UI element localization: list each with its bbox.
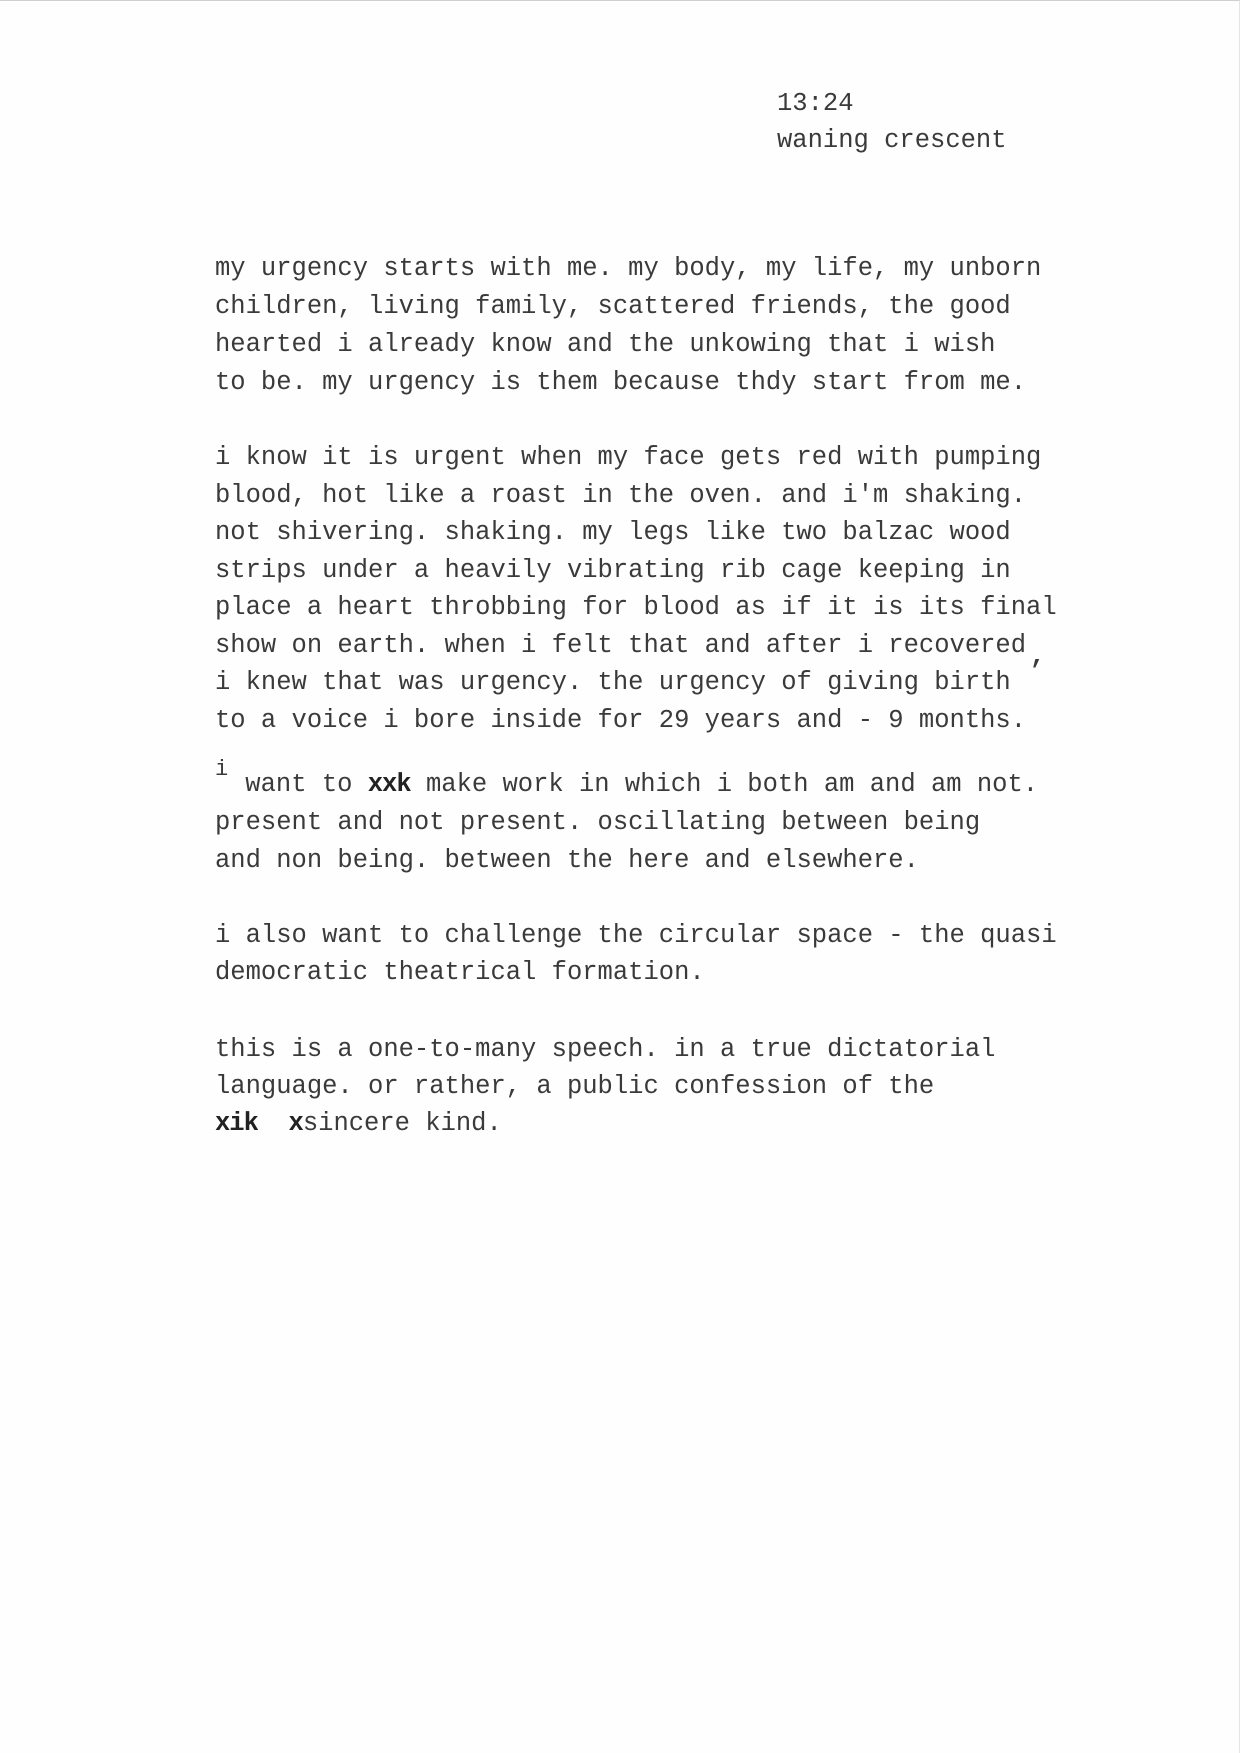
moon-phase: waning crescent — [777, 126, 1007, 155]
text-line: language. or rather, a public confession of the — [215, 1072, 935, 1101]
overtyped-text: xik — [215, 1109, 258, 1138]
raised-letter: i — [215, 757, 229, 782]
text-line: children, living family, scattered friends, the good — [215, 292, 1011, 321]
text-line: present and not present. oscillating between being — [215, 808, 981, 837]
text-line: to a voice i bore inside for 29 years and - 9 months. — [215, 706, 1027, 735]
text-line: i also want to challenge the circular space - the quasi — [215, 921, 1057, 950]
stray-comma: , — [1030, 642, 1046, 671]
text-line — [230, 769, 1038, 801]
text-line: place a heart throbbing for blood as if it is its final — [215, 593, 1057, 622]
text-line: hearted i already know and the unkowing that i wish — [215, 330, 996, 359]
text-line: and non being. between the here and elsewhere. — [215, 846, 919, 875]
text-segment: want to — [230, 770, 368, 799]
text-line: show on earth. when i felt that and after i recovered — [215, 631, 1027, 660]
time-stamp: 13:24 — [777, 89, 854, 118]
text-line: my urgency starts with me. my body, my life, my unborn — [215, 254, 1042, 283]
overtyped-text: xxk — [367, 770, 411, 799]
text-line: i knew that was urgency. the urgency of giving birth — [215, 668, 1011, 697]
text-line — [215, 1108, 502, 1140]
overtyped-text: x — [288, 1109, 303, 1138]
text-line: not shivering. shaking. my legs like two balzac wood — [215, 518, 1011, 547]
text-segment: sincere kind. — [302, 1109, 502, 1138]
text-line: to be. my urgency is them because thdy start from me. — [215, 368, 1027, 397]
text-line: this is a one-to-many speech. in a true dictatorial — [215, 1035, 996, 1064]
text-line: democratic theatrical formation. — [215, 958, 705, 987]
text-segment: make work in which i both am and am not. — [410, 770, 1039, 799]
text-line: strips under a heavily vibrating rib cage keeping in — [215, 556, 1011, 585]
text-line: blood, hot like a roast in the oven. and i'm shaking. — [215, 481, 1027, 510]
text-line: i know it is urgent when my face gets red with pumping — [215, 443, 1042, 472]
